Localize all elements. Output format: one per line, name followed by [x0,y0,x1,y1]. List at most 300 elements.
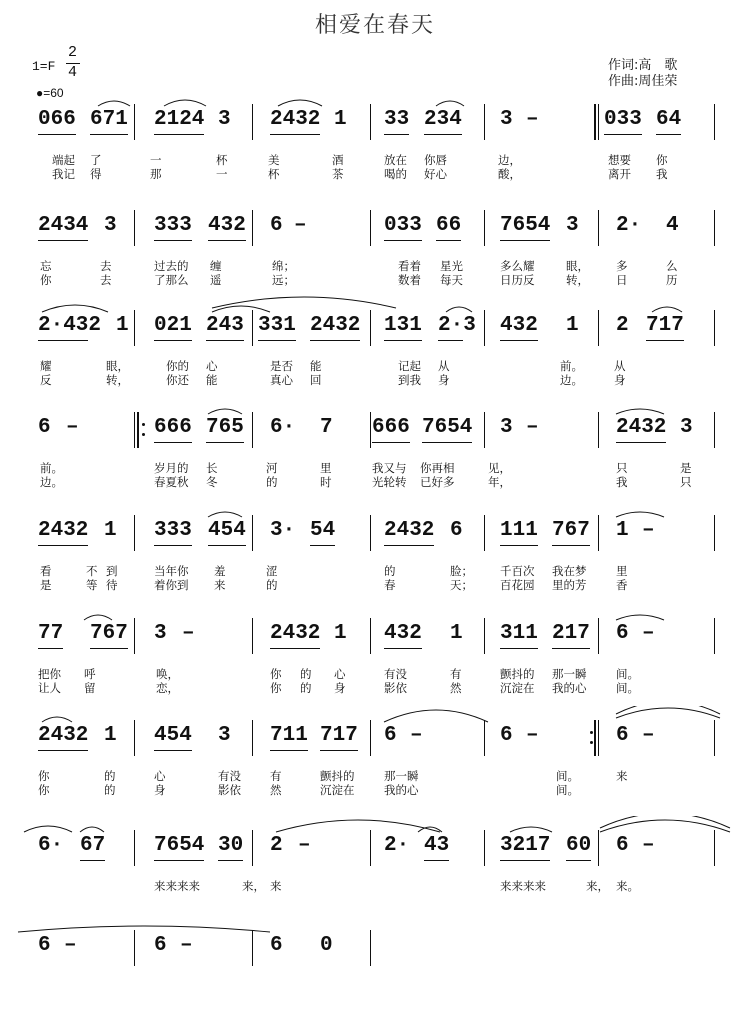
lyric-verse-1: 记起 [398,359,421,373]
lyric-verse-2: 里的芳 [552,578,587,592]
lyric-verse-1: 看着 [398,259,421,273]
lyric-verse-1: 美 [268,153,280,167]
note-group: 6 [616,724,629,747]
note-group: 30 [218,834,244,857]
lyric-verse-1: 看 [40,564,52,578]
slur-arc [84,615,112,620]
beam-underline [424,134,462,135]
note-group: 033 [604,108,642,131]
beam-underline [646,340,684,341]
slur-arc [616,512,664,517]
slur-layer [0,816,750,856]
note-group: – [642,622,655,645]
note-group: – [526,108,539,131]
beam-underline [552,545,590,546]
lyric-verse-2: 我 [656,167,668,181]
lyric-verse-2: 的 [104,783,116,797]
lyric-verse-1: 多么耀 [500,259,535,273]
slur-arc [446,307,472,312]
beam-underline [38,750,88,751]
tempo-marking: ●=60 [36,86,64,100]
beam-underline [500,545,538,546]
beam-underline [206,442,244,443]
lyric-verse-2: 的 [300,681,312,695]
lyric-verse-1: 见， [488,461,511,475]
lyric-verse-1: 来， [242,879,265,893]
lyric-verse-2: 每天 [440,273,463,287]
note-group: – [180,934,193,957]
beam-underline [206,340,244,341]
lyric-verse-2: 了那么 [154,273,189,287]
lyric-verse-1: 一 [150,153,162,167]
lyric-verse-2: 让人 [38,681,61,695]
lyric-verse-1: 来。 [616,879,639,893]
beam-underline [604,134,642,135]
lyric-verse-2: 的 [266,475,278,489]
lyric-verse-1: 么 [666,259,678,273]
note-group: 2124 [154,108,205,131]
note-group: 2· [616,214,642,237]
score-system [0,210,750,310]
lyric-verse-1: 里 [320,461,332,475]
lyric-verse-1: 唤， [156,667,179,681]
note-group: 111 [500,519,538,542]
note-group: 6 [270,934,283,957]
slur-arc [510,827,552,832]
note-group: 1 [334,108,347,131]
lyric-verse-2: 你还 [166,373,189,387]
beam-underline [154,240,192,241]
beam-underline [270,750,308,751]
note-group: 3 [500,108,513,131]
slur-arc [42,717,72,722]
slur-layer [0,398,750,438]
beam-underline [38,340,88,341]
beam-underline [258,340,296,341]
lyric-verse-2: 我的心 [384,783,419,797]
beam-underline [656,134,681,135]
lyric-verse-2: 离开 [608,167,631,181]
lyric-verse-1: 脸； [450,564,473,578]
lyric-verse-2: 喝的 [384,167,407,181]
lyric-verse-1: 颤抖的 [320,769,355,783]
note-group: 6 [270,214,283,237]
note-group: 1 [104,724,117,747]
lyric-verse-1: 间。 [616,667,639,681]
note-group: 60 [566,834,592,857]
note-group: 43 [424,834,450,857]
beam-underline [90,134,128,135]
note-group: 767 [552,519,590,542]
score-system [0,515,750,615]
beam-underline [38,240,88,241]
lyric-verse-2: 恋， [156,681,179,695]
lyric-verse-2: 冬 [206,475,218,489]
lyric-verse-1: 有 [270,769,282,783]
lyric-verse-1: 你 [38,769,50,783]
note-group: 2·432 [38,314,102,337]
beam-underline [154,860,204,861]
beam-underline [154,545,192,546]
beam-underline [218,860,243,861]
beam-underline [384,545,434,546]
beam-underline [310,340,360,341]
note-group: 3 [500,416,513,439]
slur-layer [0,706,750,746]
lyric-verse-2: 我的心 [552,681,587,695]
lyric-verse-2: 那 [150,167,162,181]
lyric-verse-1: 是 [680,461,692,475]
note-group: 671 [90,108,128,131]
note-group: 7654 [500,214,551,237]
note-group: 7654 [422,416,473,439]
lyric-verse-1: 你的 [166,359,189,373]
lyric-verse-2: 杯 [268,167,280,181]
note-group: 2·3 [438,314,476,337]
song-title: 相爱在春天 [314,13,435,38]
slur-arc [80,827,104,832]
lyric-verse-1: 来来来来 [500,879,546,893]
beam-underline [154,340,192,341]
note-group: 1 [450,622,463,645]
beam-underline [438,340,463,341]
beam-underline [38,648,63,649]
note-group: 6 [616,622,629,645]
lyric-verse-2: 历 [666,273,678,287]
note-group: 4 [666,214,679,237]
note-group: 3 [218,724,231,747]
note-group: 6 [38,934,51,957]
note-group: 6 [154,934,167,957]
note-group: – [64,934,77,957]
note-group: 333 [154,519,192,542]
lyric-verse-2: 到我 [398,373,421,387]
beam-underline [208,545,246,546]
score-system [0,412,750,512]
slur-layer [0,196,750,236]
lyric-verse-1: 从 [614,359,626,373]
lyric-verse-1: 间。 [556,769,579,783]
note-group: 1 [566,314,579,337]
lyric-verse-1: 酒 [332,153,344,167]
lyric-verse-2: 转， [106,373,129,387]
beam-underline [38,134,76,135]
note-group: 64 [656,108,682,131]
note-group: 767 [90,622,128,645]
note-group: 234 [424,108,462,131]
note-group: 454 [208,519,246,542]
lyric-verse-1: 岁月的 [154,461,189,475]
beam-underline [500,340,538,341]
lyric-verse-2: 边。 [40,475,63,489]
note-group: – [642,519,655,542]
beam-underline [90,648,128,649]
lyric-verse-1: 来 [616,769,628,783]
slur-arc [600,820,730,832]
lyric-verse-2: 遥 [210,273,222,287]
note-group: 7 [320,416,333,439]
beam-underline [384,648,422,649]
note-group: 2432 [616,416,667,439]
beam-underline [80,860,105,861]
lyric-verse-1: 千百次 [500,564,535,578]
lyric-verse-2: 日 [616,273,628,287]
lyric-verse-1: 当年你 [154,564,189,578]
note-group: 67 [80,834,106,857]
lyric-verse-2: 得 [90,167,102,181]
note-group: 666 [372,416,410,439]
beam-underline [270,648,320,649]
note-group: 33 [384,108,410,131]
slur-arc [18,926,270,932]
lyric-verse-1: 星光 [440,259,463,273]
slur-arc [208,409,242,414]
lyric-verse-2: 转， [566,273,589,287]
time-signature-top: 2 [68,44,78,61]
score-system [0,720,750,820]
lyric-verse-1: 心 [206,359,218,373]
note-group: – [526,724,539,747]
lyric-verse-2: 日历反 [500,273,535,287]
lyric-verse-1: 来， [586,879,609,893]
slur-arc [616,615,664,620]
lyric-verse-2: 你 [40,273,52,287]
beam-underline [270,134,320,135]
note-group: 3217 [500,834,551,857]
note-group: 6 [384,724,397,747]
slur-arc [164,100,206,106]
lyric-verse-2: 是 [40,578,52,592]
lyric-verse-1: 到 [106,564,118,578]
lyric-verse-1: 心 [154,769,166,783]
lyric-verse-2: 回 [310,373,322,387]
lyric-verse-1: 你 [656,153,668,167]
lyric-verse-1: 颤抖的 [500,667,535,681]
lyric-verse-1: 长 [206,461,218,475]
note-group: – [642,834,655,857]
note-group: 7654 [154,834,205,857]
note-group: 432 [384,622,422,645]
lyric-verse-1: 能 [310,359,322,373]
lyric-verse-1: 绵； [272,259,295,273]
lyric-verse-2: 只 [680,475,692,489]
note-group: – [298,834,311,857]
lyric-verse-2: 春夏秋 [154,475,189,489]
lyric-verse-2: 年， [488,475,511,489]
lyric-verse-1: 前。 [40,461,63,475]
lyric-verse-1: 是否 [270,359,293,373]
lyric-verse-1: 来 [270,879,282,893]
beam-underline [616,442,666,443]
note-group: 2432 [384,519,435,542]
note-group: 666 [154,416,192,439]
lyric-verse-2: 茶 [332,167,344,181]
note-group: 6 [450,519,463,542]
lyric-verse-1: 把你 [38,667,61,681]
slur-arc [42,305,108,312]
beam-underline [384,134,409,135]
lyric-verse-2: 着你到 [154,578,189,592]
lyric-verse-2: 百花园 [500,578,535,592]
note-group: 6· [38,834,64,857]
lyric-verse-1: 那一瞬 [552,667,587,681]
note-group: 6· [270,416,296,439]
lyric-verse-2: 然 [450,681,462,695]
note-group: 1 [334,622,347,645]
note-group: 66 [436,214,462,237]
lyric-verse-2: 天； [450,578,473,592]
lyric-verse-1: 河 [266,461,278,475]
lyric-verse-2: 影依 [384,681,407,695]
beam-underline [500,240,550,241]
beam-underline [552,648,590,649]
lyric-verse-2: 数着 [398,273,421,287]
note-group: 54 [310,519,336,542]
slur-arc [384,710,488,722]
lyric-verse-2: 你 [38,783,50,797]
note-group: 717 [646,314,684,337]
lyric-verse-2: 能 [206,373,218,387]
note-group: 217 [552,622,590,645]
lyric-verse-2: 等 [86,578,98,592]
lyric-verse-1: 眼， [566,259,589,273]
lyric-verse-1: 的 [384,564,396,578]
composer-credit: 作曲:周佳荣 [608,74,678,89]
lyric-verse-2: 反 [40,373,52,387]
lyric-verse-2: 边。 [560,373,583,387]
lyric-verse-1: 心 [334,667,346,681]
slur-layer [0,296,750,336]
slur-arc [616,409,664,414]
quarter-note-icon: ● [36,86,44,100]
lyric-verse-2: 来 [214,578,226,592]
note-group: 331 [258,314,296,337]
lyric-verse-1: 你再相 [420,461,455,475]
note-group: – [182,622,195,645]
lyric-verse-2: 间。 [556,783,579,797]
beam-underline [500,648,538,649]
lyric-verse-1: 去 [100,259,112,273]
score-system [0,618,750,718]
score-system [0,104,750,204]
lyric-verse-1: 我又与 [372,461,407,475]
lyric-verse-1: 只 [616,461,628,475]
lyric-verse-2: 好心 [424,167,447,181]
note-group: 432 [500,314,538,337]
beam-underline [310,545,335,546]
lyric-verse-2: 身 [334,681,346,695]
lyric-verse-1: 那一瞬 [384,769,419,783]
beam-underline [384,240,422,241]
lyric-verse-1: 了 [90,153,102,167]
note-group: 454 [154,724,192,747]
lyric-verse-1: 缠 [210,259,222,273]
score-system [0,930,750,1030]
lyric-verse-1: 放在 [384,153,407,167]
note-group: 033 [384,214,422,237]
slur-layer [0,90,750,130]
lyric-verse-2: 时 [320,475,332,489]
note-group: 066 [38,108,76,131]
lyric-verse-1: 涩 [266,564,278,578]
lyric-verse-2: 春 [384,578,396,592]
lyric-verse-1: 端起 [52,153,75,167]
beam-underline [384,340,422,341]
note-group: 3 [680,416,693,439]
note-group: 77 [38,622,64,645]
note-group: – [410,724,423,747]
beam-underline [208,240,246,241]
lyric-verse-2: 身 [438,373,450,387]
note-group: 3 [154,622,167,645]
slur-arc [436,101,464,106]
lyric-verse-2: 我记 [52,167,75,181]
score-system [0,310,750,410]
note-group: 6 [616,834,629,857]
slur-arc [212,306,270,312]
beam-underline [154,750,192,751]
lyric-verse-1: 我在梦 [552,564,587,578]
lyric-verse-2: 沉淀在 [500,681,535,695]
slur-arc [208,512,242,517]
slur-layer [0,916,750,956]
lyric-verse-1: 多 [616,259,628,273]
slur-arc [98,101,130,106]
lyric-verse-2: 的 [266,578,278,592]
lyric-verse-1: 有 [450,667,462,681]
lyric-verse-1: 耀 [40,359,52,373]
note-group: 1 [616,519,629,542]
lyric-verse-2: 身 [614,373,626,387]
note-group: 2· [384,834,410,857]
lyric-verse-1: 有没 [218,769,241,783]
lyric-verse-1: 有没 [384,667,407,681]
lyric-verse-1: 前。 [560,359,583,373]
lyric-verse-2: 香 [616,578,628,592]
lyric-verse-2: 真心 [270,373,293,387]
lyric-verse-2: 光轮转 [372,475,407,489]
note-group: 2432 [38,724,89,747]
lyricist-credit: 作词:高 歌 [608,58,678,73]
note-group: 2432 [310,314,361,337]
beam-underline [422,442,472,443]
note-group: 2 [270,834,283,857]
lyric-verse-1: 里 [616,564,628,578]
beam-underline [38,545,88,546]
note-group: 2432 [38,519,89,542]
beam-underline [154,442,192,443]
lyric-verse-1: 想要 [608,153,631,167]
note-group: – [642,724,655,747]
note-group: 131 [384,314,422,337]
lyric-verse-1: 不 [86,564,98,578]
beam-underline [436,240,461,241]
note-group: 711 [270,724,308,747]
lyric-verse-1: 羞 [214,564,226,578]
note-group: 243 [206,314,244,337]
lyric-verse-1: 呼 [84,667,96,681]
note-group: 333 [154,214,192,237]
note-group: 2434 [38,214,89,237]
lyric-verse-1: 的 [300,667,312,681]
lyric-verse-1: 过去的 [154,259,189,273]
note-group: 1 [116,314,129,337]
lyric-verse-2: 待 [106,578,118,592]
slur-arc [278,100,322,106]
beam-underline [424,860,449,861]
lyric-verse-2: 你 [270,681,282,695]
beam-underline [154,134,204,135]
